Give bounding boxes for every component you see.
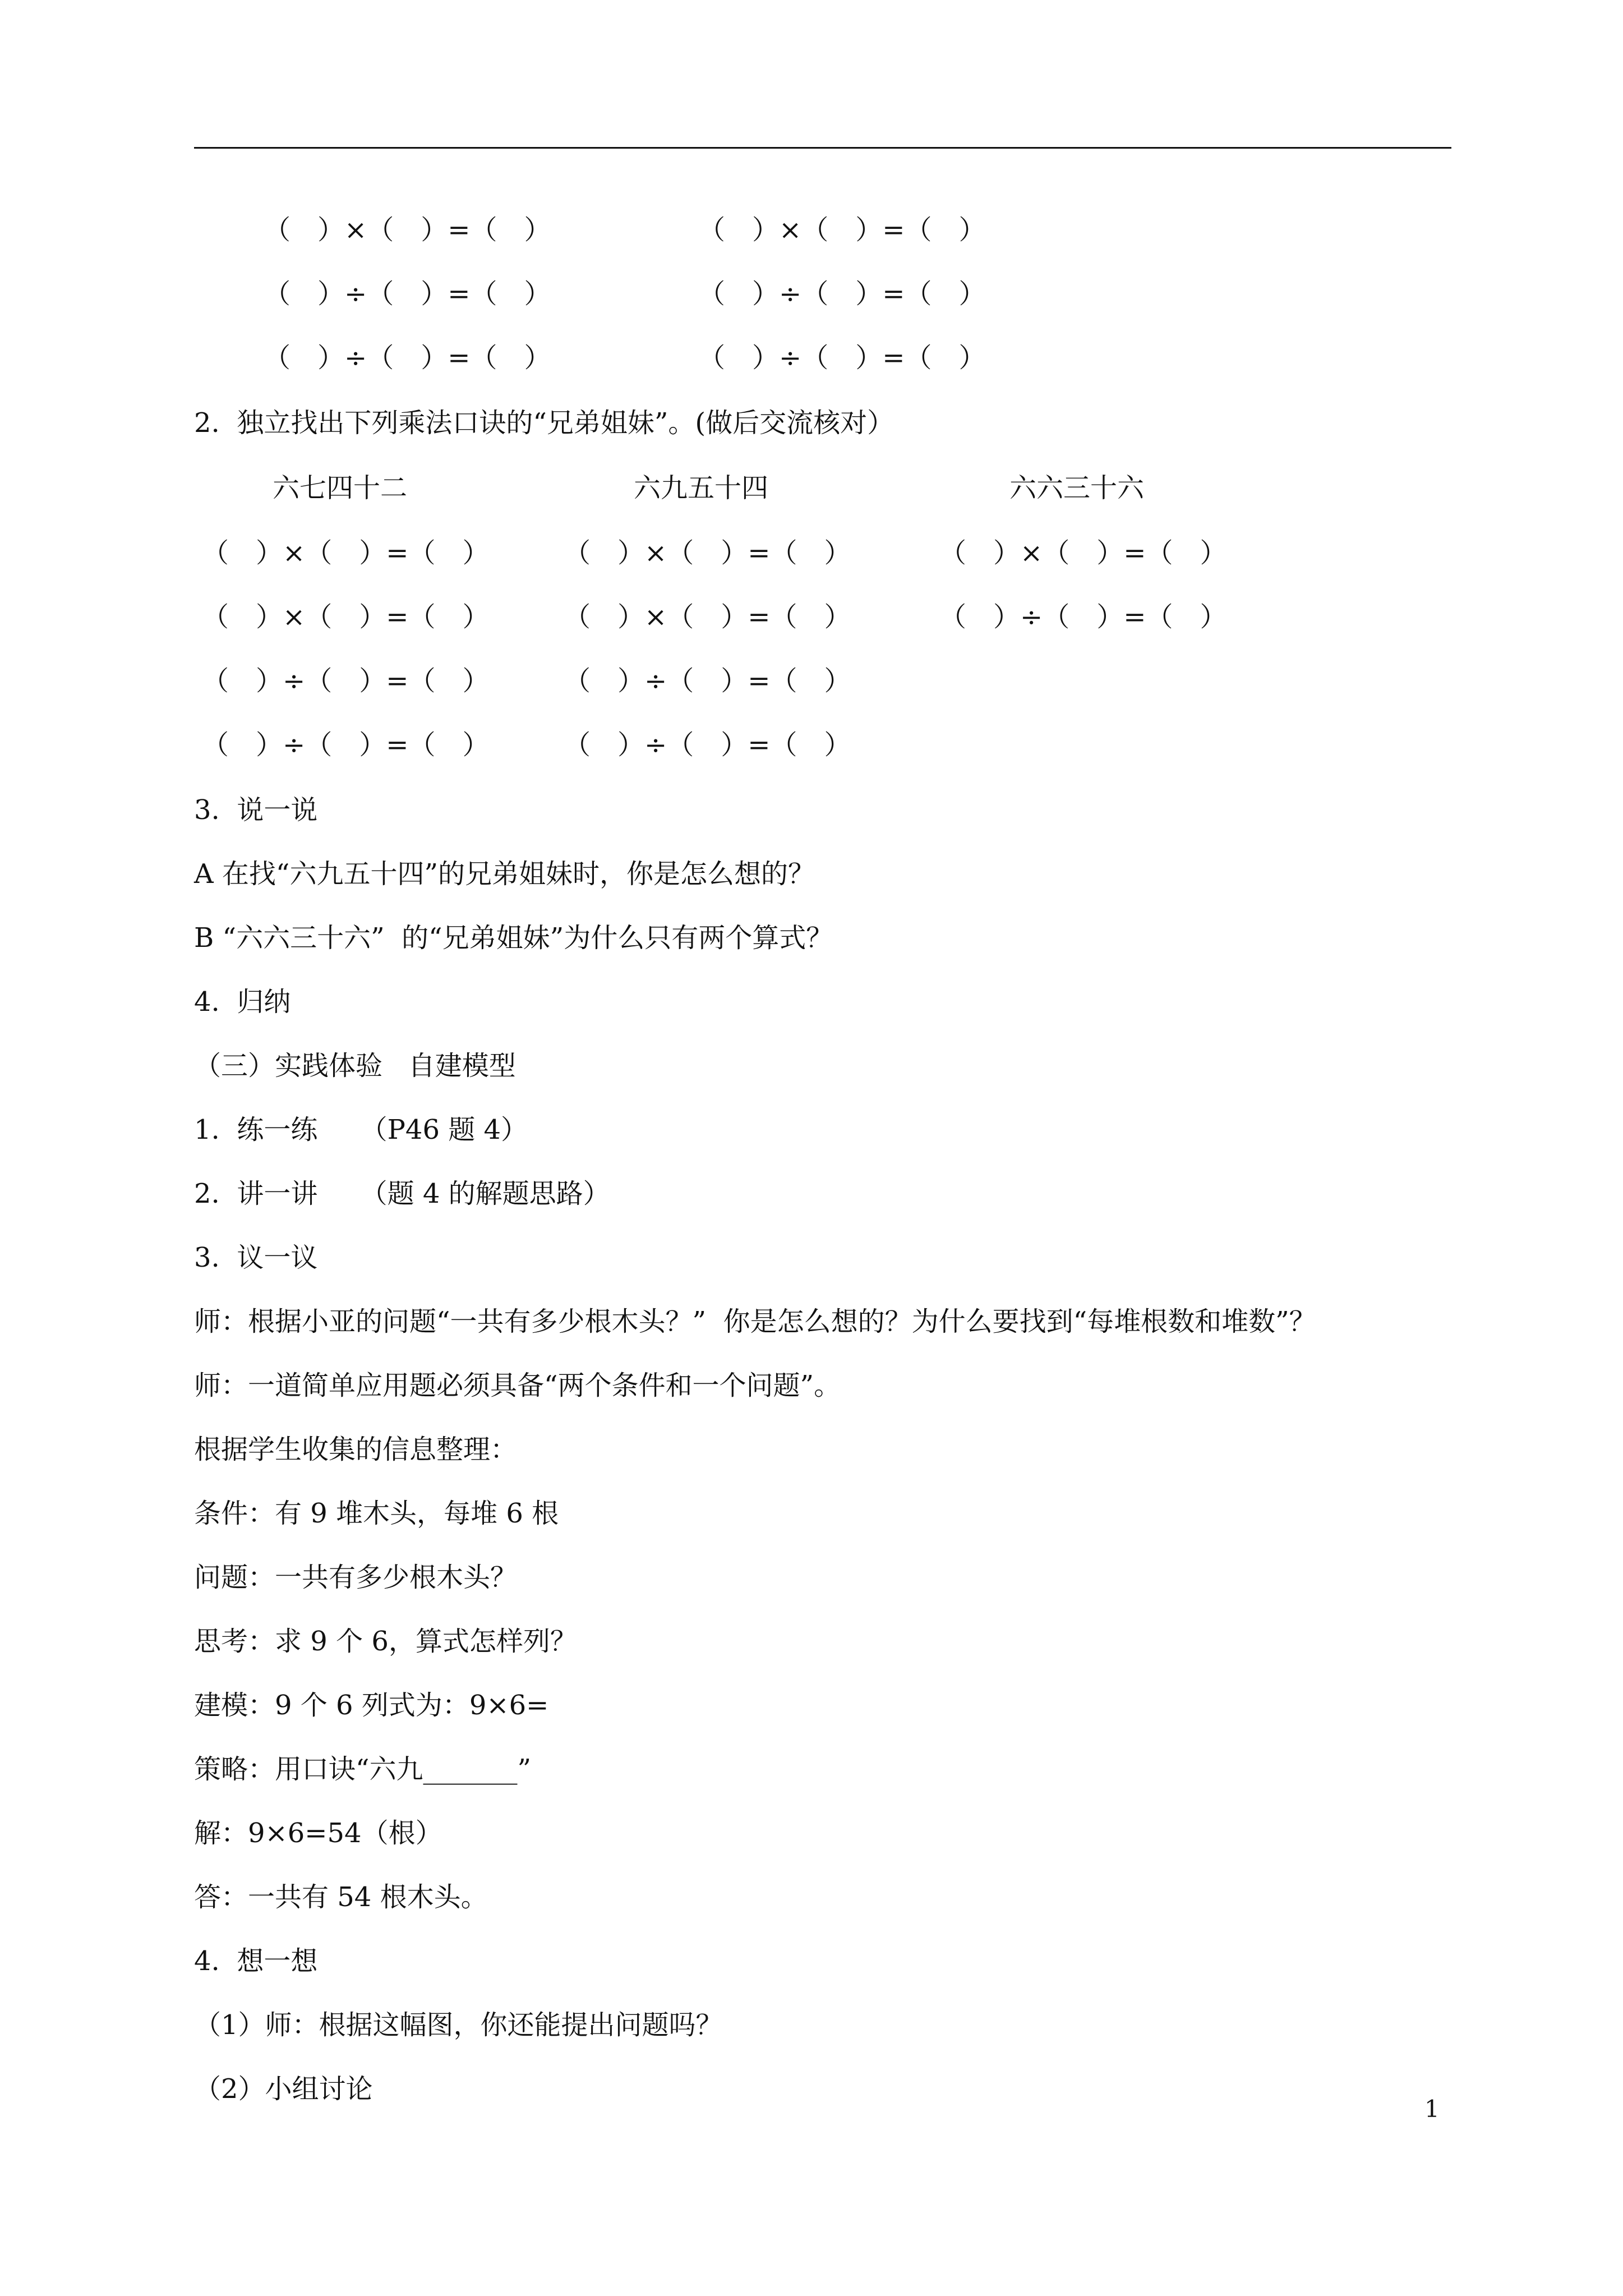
practice-1: 1. 练一练 （P46 题 4） bbox=[194, 1114, 528, 1145]
q2-header-3: 六六三十六 bbox=[1009, 472, 1145, 504]
info-organize: 根据学生收集的信息整理： bbox=[194, 1434, 518, 1465]
line-b: B “六六三十六” 的“兄弟姐妹”为什么只有两个算式？ bbox=[194, 922, 833, 954]
q2-col3-expr-2: （ ）÷（ ）=（ ） bbox=[939, 601, 1227, 633]
solution-line: 解：9×6=54（根） bbox=[194, 1818, 442, 1849]
q2-header-2: 六九五十四 bbox=[634, 472, 769, 504]
page-number: 1 bbox=[1424, 2095, 1440, 2123]
q2-col1-expr-2: （ ）×（ ）=（ ） bbox=[202, 601, 490, 633]
answer-line: 答：一共有 54 根木头。 bbox=[194, 1881, 488, 1913]
q2-title: 2. 独立找出下列乘法口诀的“兄弟姐妹”。(做后交流核对） bbox=[194, 407, 895, 439]
line-a: A 在找“六九五十四”的兄弟姐妹时，你是怎么想的？ bbox=[194, 858, 815, 890]
section-4-think: 4. 想一想 bbox=[194, 1945, 318, 1977]
model-line: 建模：9 个 6 列式为：9×6= bbox=[194, 1690, 549, 1721]
section-3-say: 3. 说一说 bbox=[194, 794, 318, 826]
top-expr-left-3: （ ）÷（ ）=（ ） bbox=[264, 342, 551, 374]
q2-col1-expr-3: （ ）÷（ ）=（ ） bbox=[202, 665, 490, 697]
section-heading-practice: （三）实践体验 自建模型 bbox=[194, 1050, 516, 1082]
teacher-line-1: 师：根据小亚的问题“一共有多少根木头？” 你是怎么想的？为什么要找到“每堆根数和堆数”？ bbox=[194, 1306, 1316, 1337]
top-expr-left-2: （ ）÷（ ）=（ ） bbox=[264, 278, 551, 310]
think-item-1: （1）师：根据这幅图，你还能提出问题吗？ bbox=[194, 2009, 723, 2041]
q2-header-1: 六七四十二 bbox=[273, 472, 408, 504]
teacher-line-2: 师：一道简单应用题必须具备“两个条件和一个问题”。 bbox=[194, 1370, 841, 1401]
think-line: 思考：求 9 个 6，算式怎样列？ bbox=[194, 1626, 577, 1657]
q2-col2-expr-1: （ ）×（ ）=（ ） bbox=[564, 537, 851, 569]
q2-col1-expr-4: （ ）÷（ ）=（ ） bbox=[202, 729, 490, 761]
top-expr-left-1: （ ）×（ ）=（ ） bbox=[264, 214, 551, 246]
strategy-line: 策略：用口诀“六九_______” bbox=[194, 1754, 532, 1785]
practice-3: 3. 议一议 bbox=[194, 1242, 318, 1273]
question-line: 问题：一共有多少根木头？ bbox=[194, 1562, 518, 1593]
q2-col2-expr-2: （ ）×（ ）=（ ） bbox=[564, 601, 851, 633]
q2-col1-expr-1: （ ）×（ ）=（ ） bbox=[202, 537, 490, 569]
condition-line: 条件：有 9 堆木头，每堆 6 根 bbox=[194, 1498, 559, 1529]
think-item-2: （2）小组讨论 bbox=[194, 2073, 373, 2105]
top-expr-right-3: （ ）÷（ ）=（ ） bbox=[698, 342, 986, 374]
q2-col2-expr-4: （ ）÷（ ）=（ ） bbox=[564, 729, 851, 761]
section-4-summary: 4. 归纳 bbox=[194, 986, 291, 1018]
header-rule bbox=[194, 147, 1451, 149]
q2-col3-expr-1: （ ）×（ ）=（ ） bbox=[939, 537, 1227, 569]
q2-col2-expr-3: （ ）÷（ ）=（ ） bbox=[564, 665, 851, 697]
top-expr-right-2: （ ）÷（ ）=（ ） bbox=[698, 278, 986, 310]
top-expr-right-1: （ ）×（ ）=（ ） bbox=[698, 214, 986, 246]
practice-2: 2. 讲一讲 （题 4 的解题思路） bbox=[194, 1178, 610, 1209]
